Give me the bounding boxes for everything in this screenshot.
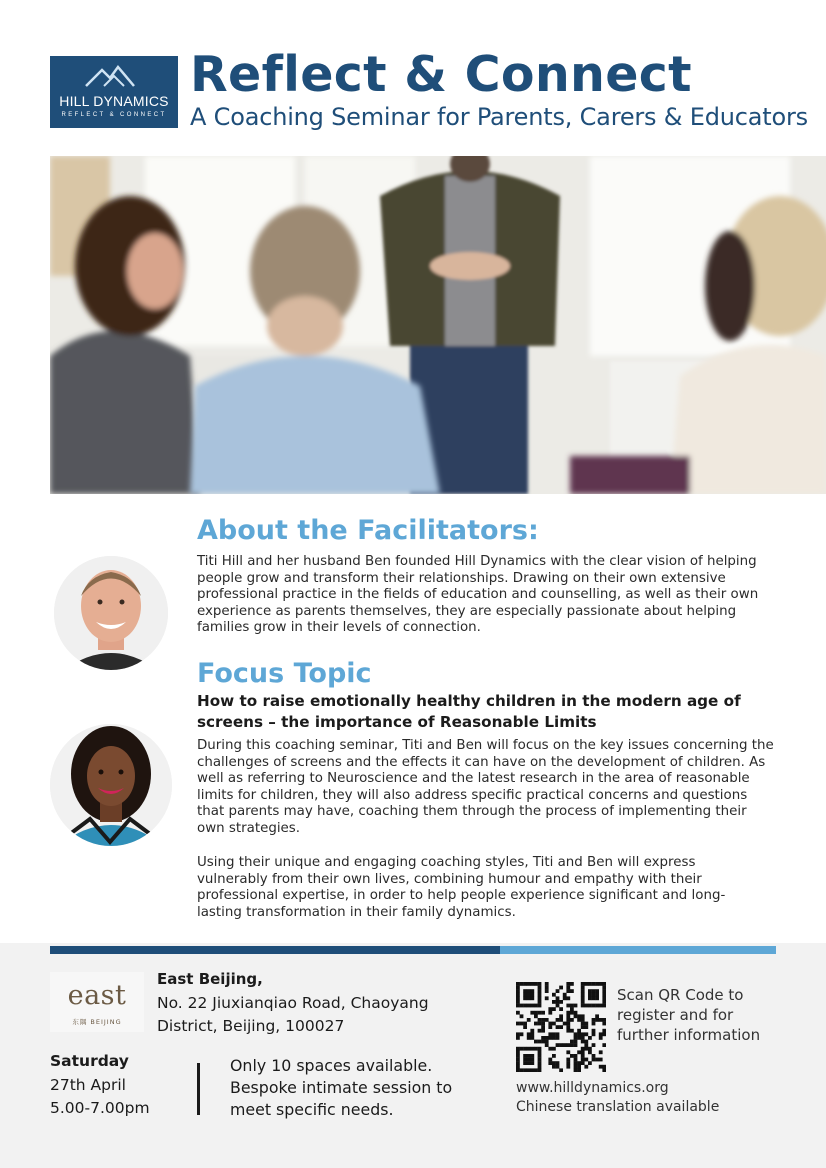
page-title: Reflect & Connect	[190, 46, 692, 103]
focus-topic-title: How to raise emotionally healthy children in the modern age of screens – the importance of Reasonable Limits	[197, 692, 741, 731]
about-body: Titi Hill and her husband Ben founded Hill Dynamics with the clear vision of helping people grow and transform their relationships. Drawing on their own extensive professional practice in the fields of education and counselling, as well as their own experience as parents themselves, they are especially passionate about helping families grow in their levels of connection.	[197, 554, 759, 636]
venue-address: No. 22 Jiuxianqiao Road, Chaoyang District, Beijing, 100027	[157, 994, 429, 1035]
event-date: 27th April	[50, 1076, 126, 1094]
spaces-available: Only 10 spaces available.	[230, 1056, 433, 1075]
east-beijing-logo	[50, 972, 144, 1032]
event-date-time	[50, 1074, 150, 1120]
spaces-info	[230, 1055, 480, 1121]
page-subtitle: A Coaching Seminar for Parents, Carers & Educators	[190, 103, 808, 131]
website-link[interactable]: www.hilldynamics.org	[516, 1080, 669, 1096]
hill-dynamics-logo	[50, 56, 178, 128]
logo-tagline: REFLECT & CONNECT	[61, 112, 167, 118]
footer-bar-dark	[50, 946, 500, 954]
translation-note: Chinese translation available	[516, 1098, 720, 1115]
focus-paragraph-1: During this coaching seminar, Titi and Ben will focus on the key issues concerning the challenges of screens and the effects it can have on the development of children. As well as referring to Neuroscience and the latest research in the area of reasonable limits for children, they will also address specific practical concerns and questions that parents may have, coaching them through the process of implementing their own strategies.	[197, 738, 774, 836]
east-logo-word: east	[67, 980, 127, 1011]
event-day: Saturday	[50, 1052, 129, 1070]
event-time: 5.00-7.00pm	[50, 1099, 150, 1117]
mountain-icon	[84, 64, 144, 88]
divider	[197, 1063, 200, 1115]
focus-heading: Focus Topic	[197, 658, 372, 689]
ben-avatar	[54, 556, 168, 670]
footer-bar-light	[500, 946, 776, 954]
focus-paragraph-2: Using their unique and engaging coaching styles, Titi and Ben will express vulnerably from their own lives, combining humour and empathy with their professional expertise, in order to help people experience significant and long-lasting transformation in their family dynamics.	[197, 855, 726, 920]
session-description: Bespoke intimate session to meet specific needs.	[230, 1078, 453, 1119]
about-heading: About the Facilitators:	[197, 515, 539, 546]
logo-name: HILL DYNAMICS	[59, 93, 169, 109]
east-logo-sub: 东隅 BEIJING	[72, 1018, 122, 1026]
hero-photo	[50, 156, 826, 494]
qr-code[interactable]	[516, 982, 606, 1072]
titi-avatar	[50, 724, 172, 846]
contact-info	[516, 1079, 719, 1116]
venue-name: East Beijing,	[157, 970, 263, 988]
qr-instructions: Scan QR Code to register and for further information	[617, 986, 761, 1044]
